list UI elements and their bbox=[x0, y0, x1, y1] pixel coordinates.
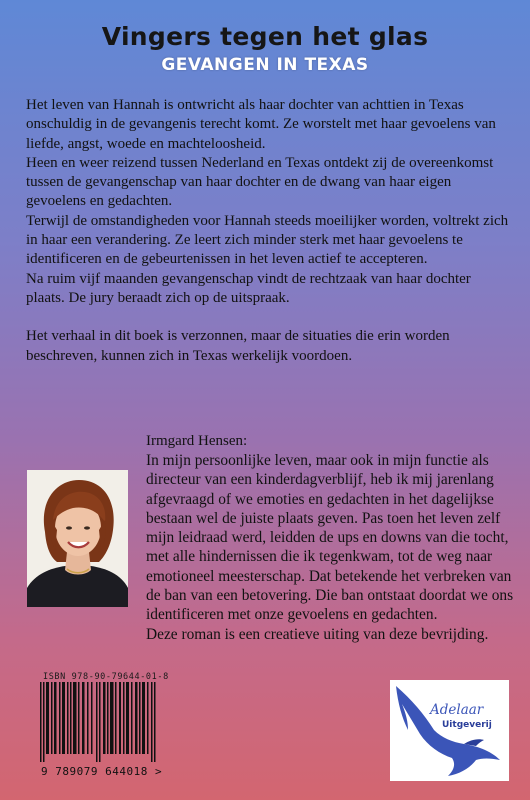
author-portrait-drawing bbox=[27, 470, 128, 607]
author-bio-text: In mijn persoonlijke leven, maar ook in mijn functie als directeur van een kinderdagverblijf, heb ik mij jarenlang afgevraagd of we emoties en gedachten in het dagelijkse bestaan wel de juiste plaats geven. Pas toen het leven zelf mijn leidraad werd, leidden de ups en downs van die tocht, met alle hindernissen die ik tegenkwam, tot de weg naar emotioneel meesterschap. Dat betekende het verbreken van de ban van een betovering. Die ban ontstaat doordat we ons identificeren met onze gevoelens en gedachten. bbox=[146, 452, 514, 624]
author-bio-closing: Deze roman is een creatieve uiting van deze bevrijding. bbox=[146, 625, 489, 643]
title-block bbox=[0, 22, 530, 75]
publisher-logo bbox=[390, 680, 509, 781]
publisher-name: Adelaar bbox=[430, 702, 484, 718]
publisher-sub: Uitgeverij bbox=[442, 720, 492, 730]
blurb-paragraph: Na ruim vijf maanden gevangenschap vindt de rechtzaak van haar dochter plaats. De jury beraadt zich op de uitspraak. bbox=[26, 270, 471, 306]
blurb-disclaimer: Het verhaal in dit boek is verzonnen, maar de situaties die erin worden beschreven, kunnen zich in Texas werkelijk voordoen. bbox=[26, 328, 450, 364]
eagle-icon bbox=[390, 680, 509, 781]
book-title: Vingers tegen het glas bbox=[101, 22, 429, 51]
author-bio bbox=[146, 451, 518, 644]
author-portrait bbox=[27, 470, 128, 607]
blurb-paragraph: Terwijl de omstandigheden voor Hannah steeds moeilijker worden, voltrekt zich in haar een verandering. Ze leert zich minder sterk met haar gevoelens te identificeren en de gebeurtenissen in het leven actief te accepteren. bbox=[26, 212, 509, 268]
blurb-paragraph: Het leven van Hannah is ontwricht als haar dochter van achttien in Texas onschuldig in de gevangenis terecht komt. Ze worstelt met haar gevoelens van liefde, angst, woede en machteloosheid. bbox=[26, 97, 496, 152]
isbn-label: ISBN 978-90-79644-01-8 bbox=[43, 672, 169, 682]
barcode-digits: 9 789079 644018 > bbox=[41, 765, 163, 778]
back-cover-blurb bbox=[26, 96, 510, 366]
book-subtitle: GEVANGEN IN TEXAS bbox=[161, 55, 369, 75]
blurb-paragraph: Heen en weer reizend tussen Nederland en Texas ontdekt zij de overeenkomst tussen de gevangenschap van haar dochter en de dwang van haar eigen gevoelens en gedachten. bbox=[26, 154, 494, 210]
barcode bbox=[40, 682, 158, 762]
author-name: Irmgard Hensen: bbox=[146, 433, 248, 449]
paragraph-gap bbox=[26, 308, 510, 327]
